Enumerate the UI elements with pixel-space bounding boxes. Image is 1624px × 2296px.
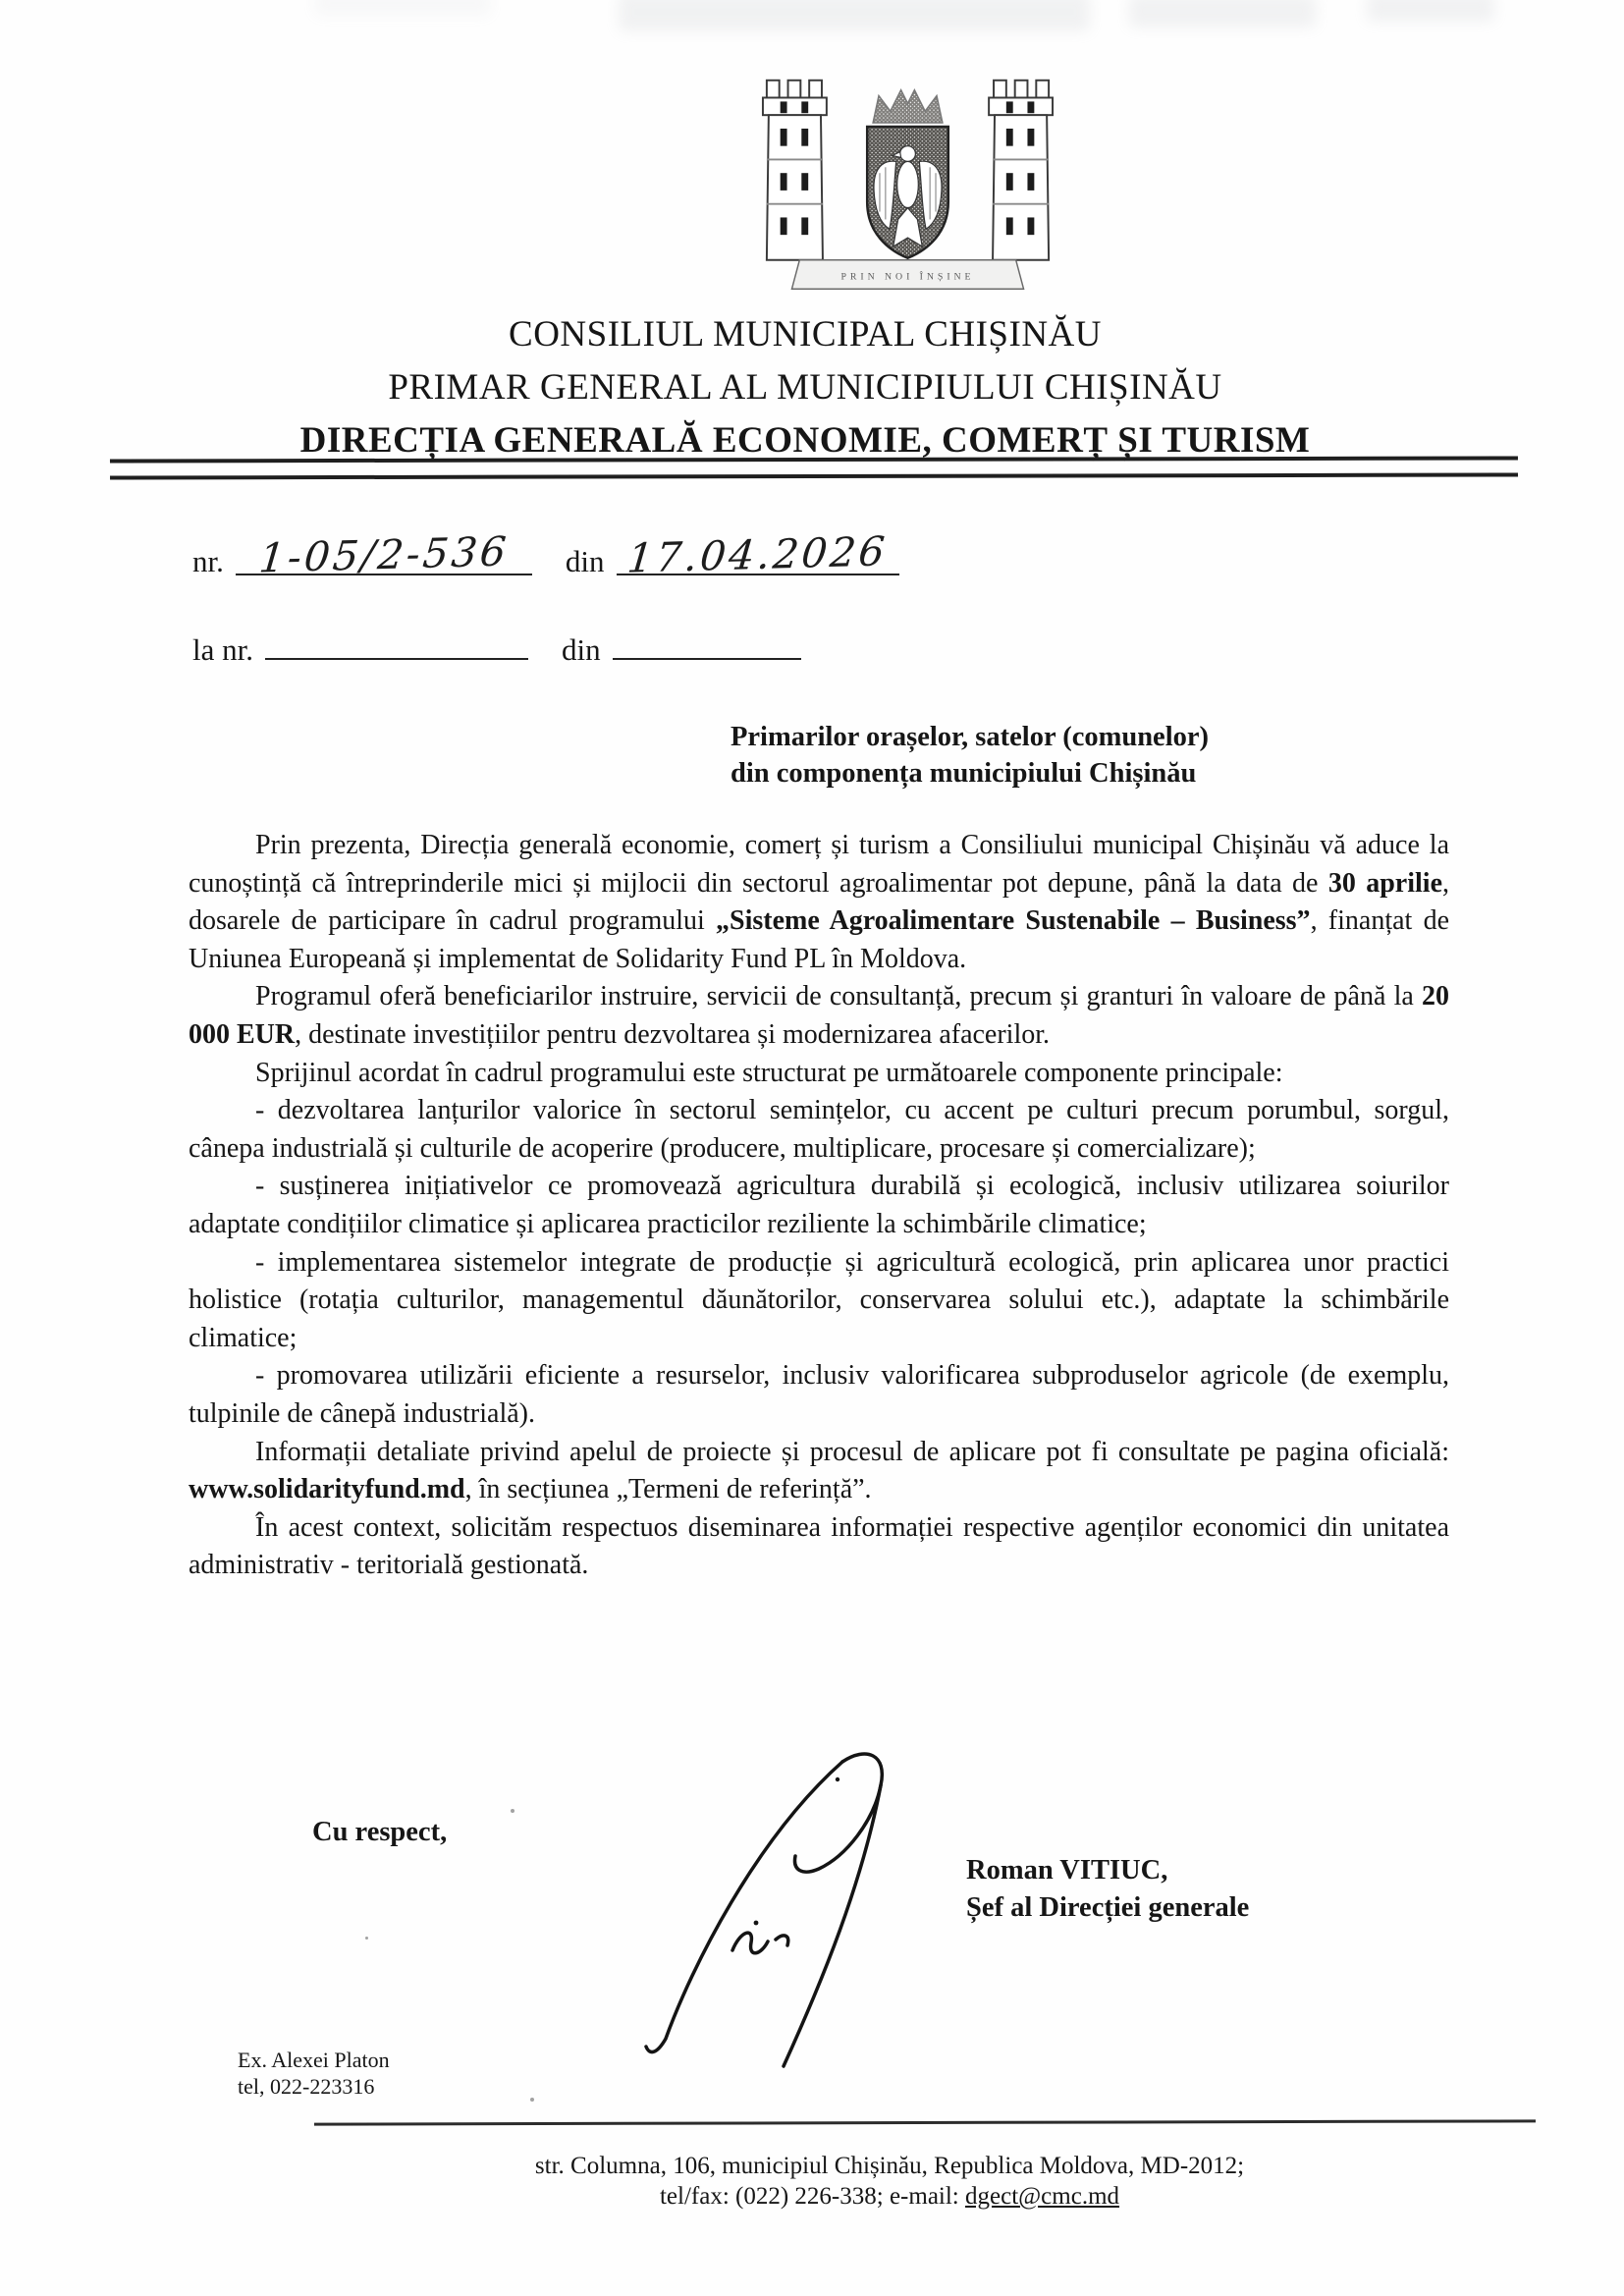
outgoing-number-row — [192, 527, 899, 582]
bullet-sustainable-agriculture: - susținerea inițiativelor ce promovează agricultura durabilă și ecologică, inclusiv utilizarea soiurilor adaptate condițiilor climatice și aplicarea practicilor reziliente la schimbările climatice; — [189, 1171, 1449, 1239]
tower-left-icon — [763, 81, 827, 260]
addressee-line2: din componența municipiului Chișinău — [731, 758, 1197, 789]
bullet-integrated-systems: - implementarea sistemelor integrate de producție și agricultură ecologică, prin aplicarea unor practici holistice (rotația culturilor, managementul dăunătorilor, conservarea solului etc.), adaptate la schimbările climatice; — [189, 1246, 1449, 1353]
letterhead-divider — [110, 456, 1518, 479]
signature-ink — [636, 1746, 941, 2070]
letter-body — [189, 827, 1449, 1585]
la-din-label: din — [562, 632, 601, 667]
footer-address: str. Columna, 106, municipiul Chișinău, Republica Moldova, MD-2012; — [534, 2153, 1245, 2179]
crown-icon — [873, 90, 943, 123]
pedestal-banner — [791, 260, 1023, 290]
scan-smudge — [1129, 0, 1316, 27]
addressee-block — [731, 719, 1209, 792]
footer-telfax: tel/fax: (022) 226-338; e-mail: — [659, 2183, 966, 2210]
executor-phone: tel, 022-223316 — [238, 2074, 375, 2099]
scan-smudge — [314, 0, 491, 16]
din-label: din — [565, 544, 605, 578]
org-directorate-name: DIRECȚIA GENERALĂ ECONOMIE, COMERȚ ȘI TURISM — [299, 420, 1311, 461]
signer-title: Șef al Direcției generale — [966, 1892, 1250, 1923]
incoming-number-row — [192, 619, 899, 668]
letterhead — [0, 308, 1610, 467]
shield-eagle-icon — [867, 127, 948, 258]
scan-smudge — [1367, 0, 1494, 22]
paragraph-program: Programul oferă beneficiarilor instruire, servicii de consultanță, precum și granturi în valoare de până la 20 000 EUR, destinate investițiilor pentru dezvoltarea și modernizarea afacerilor. — [189, 981, 1449, 1050]
paragraph-info: Informații detaliate privind apelul de proiecte și procesul de aplicare pot fi consultate pe pagina oficială: www.solidarityfund.md, în secțiunea „Termeni de referință”. — [189, 1436, 1449, 1505]
la-nr-label: la nr. — [192, 632, 253, 667]
la-din-blank-line — [613, 619, 801, 660]
emblem-motto: PRIN NOI ÎNȘINE — [840, 271, 975, 283]
closing-salutation: Cu respect, — [312, 1817, 448, 1847]
executor-name: Ex. Alexei Platon — [238, 2048, 390, 2072]
footer-contact-line — [153, 2181, 1624, 2212]
scan-smudge — [619, 0, 1090, 31]
nr-label: nr. — [192, 544, 224, 578]
org-council-name: CONSILIUL MUNICIPAL CHIȘINĂU — [509, 314, 1102, 355]
la-nr-blank-line — [265, 619, 528, 660]
handwritten-nr-value: 1-05/2-536 — [256, 527, 512, 582]
org-mayor-name: PRIMAR GENERAL AL MUNICIPIULUI CHIȘINĂU — [388, 367, 1222, 408]
signer-name: Roman VITIUC, — [966, 1855, 1168, 1886]
bullet-value-chains: - dezvoltarea lanțurilor valorice în sectorul semințelor, cu accent pe culturi precum porumbul, sorgul, cânepa industrială și culturile de acoperire (producere, multiplicare, procesare și comercializare); — [189, 1095, 1449, 1164]
reference-block — [192, 527, 899, 707]
signer-block — [966, 1852, 1249, 1927]
handwritten-din-value: 17.04.2026 — [624, 527, 891, 582]
nr-value-line — [236, 527, 532, 582]
scan-speck — [511, 1809, 514, 1813]
footer-contact — [153, 2151, 1624, 2212]
paragraph-intro: Prin prezenta, Direcția generală economie, comerț și turism a Consiliului municipal Chișinău vă aduce la cunoștință că întreprinderile mici și mijlocii din sectorul agroalimentar pot depune, până la data de 30 aprilie, dosarele de participare în cadrul programului „Sisteme Agroalimentare Sustenabile – Business”, finanțat de Uniunea Europeană și implementat de Solidarity Fund PL în Moldova. — [189, 830, 1449, 974]
din-value-line — [617, 527, 899, 582]
paragraph-components: Sprijinul acordat în cadrul programului este structurat pe următoarele componente principale: — [255, 1057, 1283, 1088]
executor-note — [238, 2047, 390, 2100]
footer-divider — [314, 2119, 1536, 2125]
scan-speck — [365, 1937, 368, 1940]
bullet-resource-efficiency: - promovarea utilizării eficiente a resurselor, inclusiv valorificarea subproduselor agricole (de exemplu, tulpinile de cânepă industrială). — [189, 1360, 1449, 1429]
scan-speck — [530, 2098, 534, 2102]
addressee-line1: Primarilor orașelor, satelor (comunelor) — [731, 722, 1210, 752]
paragraph-request: În acest context, solicităm respectuos diseminarea informației respective agenților economici din unitatea administrativ - teritorială gestionată. — [189, 1511, 1449, 1581]
chisinau-coat-of-arms-icon — [738, 67, 1077, 302]
tower-right-icon — [989, 81, 1053, 260]
footer-email-link[interactable]: dgect@cmc.md — [965, 2183, 1120, 2210]
